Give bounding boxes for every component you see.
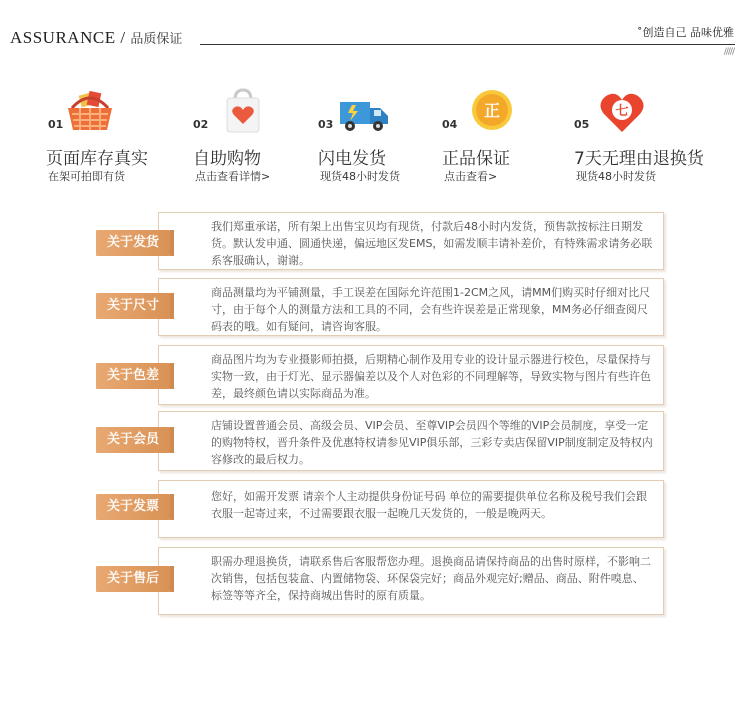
brand-title — [10, 28, 182, 48]
feature-number: 05 — [574, 118, 590, 131]
info-text: 商品测量均为平铺测量，手工误差在国际允许范围1-2CM之风，请MM们购买时仔细对比尺寸，由于每个人的测量方法和工具的不同，会有些许误差是正常现象，MM务必仔细查阅尺码表的哦。如有疑问，请咨询客服。 — [158, 278, 664, 336]
info-size — [96, 278, 664, 336]
feature-title: 页面库存真实 — [46, 149, 148, 169]
feature-number: 01 — [48, 118, 64, 131]
info-text: 职需办理退换货，请联系售后客服帮您办理。退换商品请保持商品的出售时原样，不影响二次销售，包括包装盒、内置储物袋、环保袋完好；商品外观完好;赠品、商品、附件嗅息、标签等等齐全，保持商城出售时的原有质量。 — [158, 547, 664, 615]
brand-subtitle: 品质保证 — [130, 32, 183, 47]
feature-fast-shipping — [318, 86, 458, 186]
info-text: 商品图片均为专业摄影师拍摄，后期精心制作及用专业的设计显示器进行校色，尽量保持与实物一致，由于灯光、显示器偏差以及个人对色彩的不同理解等，导致实物与图片有些许色差，最终颜色请以实际商品为准。 — [158, 345, 664, 405]
info-invoice — [96, 480, 664, 536]
tag-after-sales: 关于售后 — [96, 566, 170, 592]
tag-shipping: 关于发货 — [96, 230, 170, 256]
feature-link[interactable]: 点击查看> — [444, 170, 498, 183]
heart-bag-icon — [215, 86, 271, 140]
shopping-basket-icon — [62, 86, 118, 140]
delivery-truck-icon — [336, 86, 392, 140]
feature-link[interactable]: 点击查看详情> — [195, 170, 271, 183]
info-text: 您好，如需开发票 请亲个人主动提供身份证号码 单位的需要提供单位名称及税号我们会跟衣服一起寄过来，不过需要跟衣服一起晚几天发货的，一般是晚两天。 — [158, 480, 664, 538]
feature-number: 04 — [442, 118, 458, 131]
info-text: 我们郑重承诺，所有架上出售宝贝均有现货，付款后48小时内发货，预售款按标注日期发货。默认发申通、圆通快递，偏远地区发EMS，如需发顺丰请补差价，有特殊需求请务必联系客服确认，谢谢。 — [158, 212, 664, 270]
slogan: ˚创造自己 品味优雅 — [637, 26, 734, 39]
info-text: 店铺设置普通会员、高级会员、VIP会员、至尊VIP会员四个等维的VIP会员制度，享受一定的购物特权，晋升条件及优惠特权请参见VIP俱乐部，三彩专卖店保留VIP制度制定及特权内容修改的最后权力。 — [158, 411, 664, 471]
feature-subtitle: 现货48小时发货 — [576, 170, 656, 183]
brand-separator: / — [115, 28, 131, 47]
tag-color: 关于色差 — [96, 363, 170, 389]
page-header — [0, 0, 750, 70]
return-heart-icon — [594, 86, 650, 140]
feature-title: 闪电发货 — [318, 149, 386, 169]
feature-stock — [46, 86, 186, 186]
feature-number: 03 — [318, 118, 334, 131]
feature-self-shopping[interactable] — [193, 86, 333, 186]
header-divider — [200, 44, 735, 45]
feature-returns — [574, 86, 714, 186]
info-color — [96, 345, 664, 405]
info-after-sales — [96, 547, 664, 615]
feature-title: 正品保证 — [442, 149, 510, 169]
info-member — [96, 411, 664, 471]
feature-genuine[interactable] — [442, 86, 582, 186]
feature-title: 7天无理由退换货 — [574, 149, 704, 169]
genuine-badge-icon — [464, 86, 520, 140]
brand-name: ASSURANCE — [10, 28, 116, 47]
tag-invoice: 关于发票 — [96, 494, 170, 520]
feature-number: 02 — [193, 118, 209, 131]
feature-title: 自助购物 — [193, 149, 261, 169]
decorative-slashes: ///// — [723, 47, 734, 57]
tag-size: 关于尺寸 — [96, 293, 170, 319]
feature-subtitle: 现货48小时发货 — [320, 170, 400, 183]
return-char: 七 — [615, 104, 629, 119]
tag-member: 关于会员 — [96, 427, 170, 453]
badge-char: 正 — [483, 101, 501, 120]
feature-subtitle: 在架可拍即有货 — [48, 170, 125, 183]
info-shipping — [96, 212, 664, 270]
